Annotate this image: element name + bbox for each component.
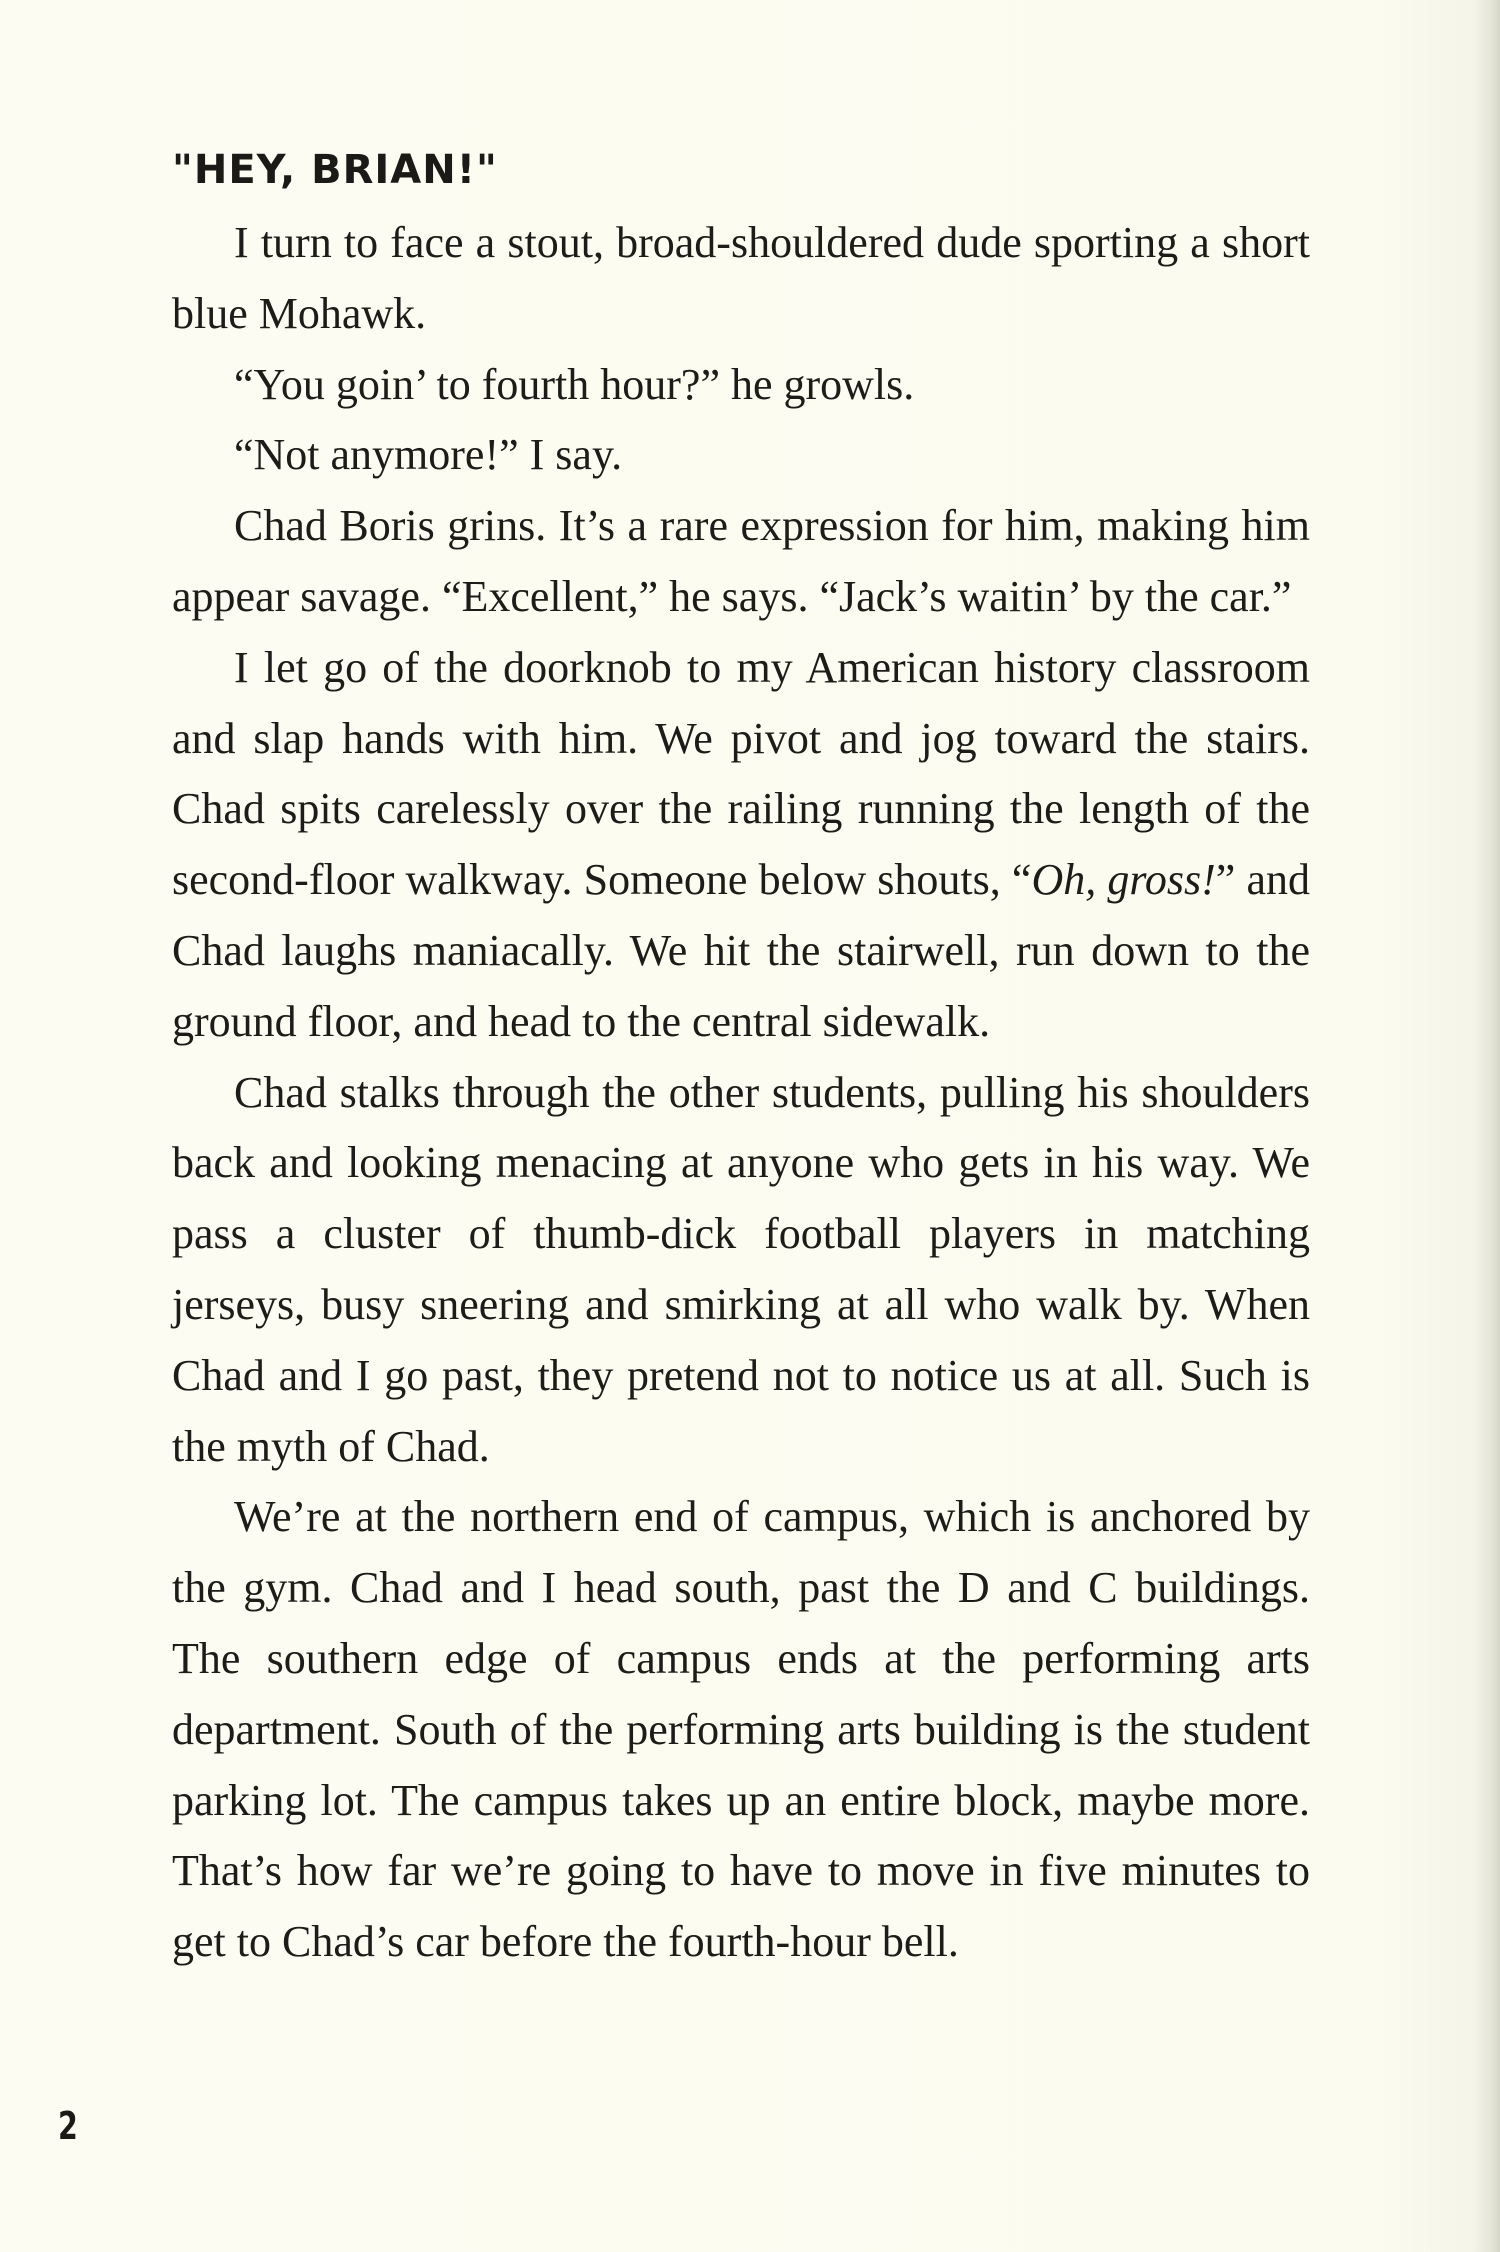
paragraph-5-end: ” and Chad laughs maniacally. We hit the stairwell, run down to the ground floor, and head to the central sidewalk. [172, 855, 1311, 1046]
paragraph-3: “Not anymore!” I say. [234, 430, 623, 480]
page-number: 2 [58, 2104, 78, 2148]
paragraph-6: Chad stalks through the other students, pulling his shoulders back and looking menacing at anyone who gets in his way. We pass a cluster of thumb-dick football players in matching jerseys, busy sneering and smirking at all who walk by. When Chad and I go past, they pretend not to notice us at all. Such is the myth of Chad. [172, 1067, 1310, 1471]
paragraph-5-italic-shout: Oh, gross! [1031, 855, 1216, 905]
chapter-opening-line: "HEY, BRIAN!" [172, 147, 498, 193]
paragraph-2: “You goin’ to fourth hour?” he growls. [234, 359, 915, 409]
paragraph-4: Chad Boris grins. It’s a rare expression for him, making him appear savage. “Excellent,” he says. “Jack’s waitin’ by the car.” [172, 501, 1310, 621]
page-gutter-shadow [1474, 0, 1500, 2252]
paragraph-7: We’re at the northern end of campus, which is anchored by the gym. Chad and I head south, past the D and C buildings. The southern edge of campus ends at the performing arts department. South of the performing arts building is the student parking lot. The campus takes up an entire block, maybe more. That’s how far we’re going to have to move in five minutes to get to Chad’s car before the fourth-hour bell. [172, 1492, 1310, 1967]
paragraph-5 [172, 633, 1310, 1058]
paragraph-5-start: I let go of the doorknob to my American history classroom and slap hands with him. We pivot and jog toward the stairs. Chad spits carelessly over the railing running the length of the second-floor walkway. Someone below shouts, “ [172, 642, 1310, 905]
body-text [172, 140, 1310, 1978]
paragraph-1: I turn to face a stout, broad-shouldered dude sporting a short blue Mohawk. [172, 218, 1310, 338]
